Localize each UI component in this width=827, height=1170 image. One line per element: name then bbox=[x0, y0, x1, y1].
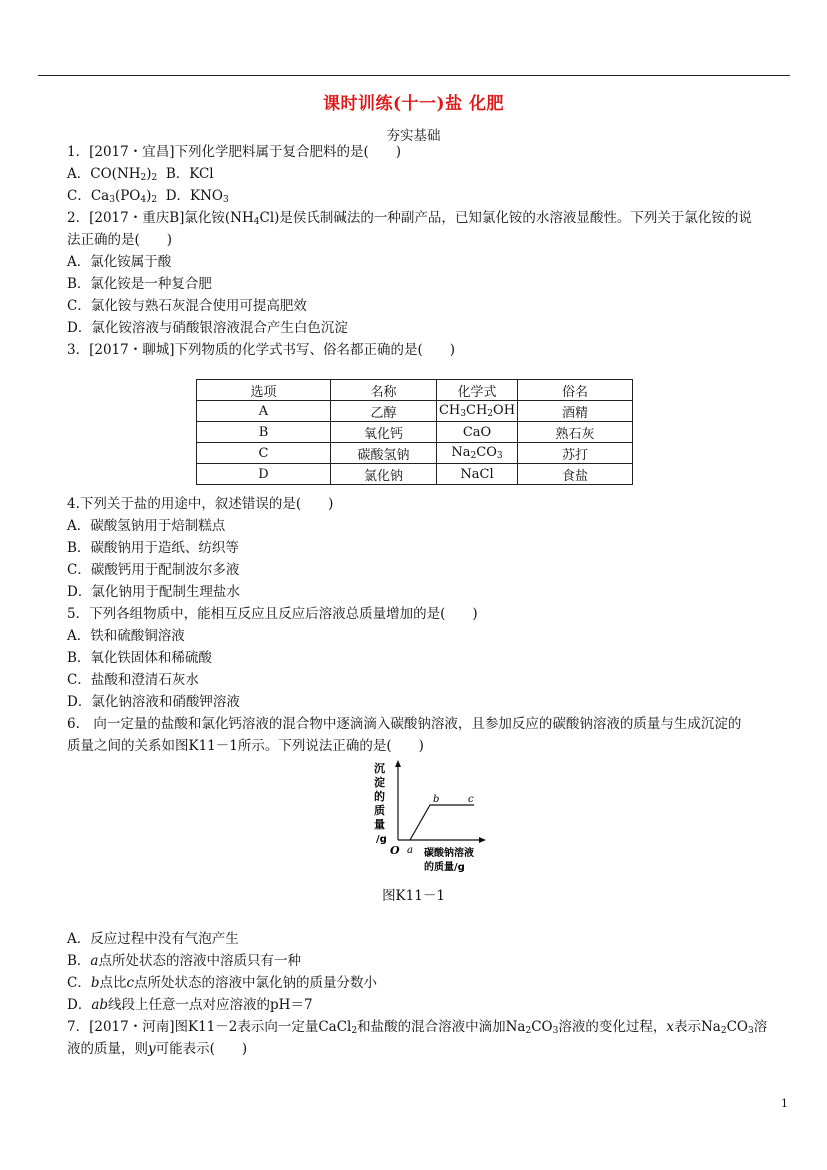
table-row bbox=[197, 401, 633, 422]
q2-stem-pre: 2．[2017・重庆B]氯化铵(NH bbox=[67, 210, 254, 226]
q4-option-a: A．碳酸氢钠用于焙制糕点 bbox=[67, 518, 226, 534]
q6-option-a: A．反应过程中没有气泡产生 bbox=[67, 931, 239, 947]
q6-stem-cont: 质量之间的关系如图K11－1所示。下列说法正确的是( ) bbox=[67, 738, 424, 754]
figure-caption: 图K11－1 bbox=[382, 888, 445, 904]
table-cell: NaCl bbox=[437, 464, 518, 485]
q6-opt-b-pre: B． bbox=[67, 953, 91, 969]
table-row bbox=[197, 443, 633, 464]
point-c-label: c bbox=[468, 794, 474, 805]
q2-stem-cont: 法正确的是( ) bbox=[67, 232, 173, 248]
formula-sub: 2 bbox=[487, 409, 494, 419]
y-axis-label-char: /g bbox=[376, 834, 387, 845]
point-a-label: a bbox=[407, 845, 413, 856]
q7-part: 表示Na bbox=[673, 1019, 721, 1035]
section-heading: 夯实基础 bbox=[386, 128, 441, 144]
y-axis-label-char: 的 bbox=[374, 790, 385, 803]
q7-sub: 3 bbox=[552, 1026, 559, 1036]
q1-opt-b: B．KCl bbox=[157, 166, 214, 182]
table-cell bbox=[437, 443, 518, 464]
table-cell: C bbox=[197, 443, 331, 464]
table-row bbox=[197, 464, 633, 485]
q6-stem: 6. 向一定量的盐酸和氯化钙溶液的混合物中逐滴滴入碳酸钠溶液，且参加反应的碳酸钠溶液的质量与生成沉淀的 bbox=[67, 716, 742, 732]
q1-stem: 1．[2017・宜昌]下列化学肥料属于复合肥料的是( ) bbox=[67, 144, 402, 160]
table-cell bbox=[437, 401, 518, 422]
q4-option-b: B．碳酸钠用于造纸、纺织等 bbox=[67, 540, 239, 556]
table-cell: B bbox=[197, 422, 331, 443]
table-header: 选项 bbox=[197, 380, 331, 401]
q2-option-d: D．氯化铵溶液与硝酸银溶液混合产生白色沉淀 bbox=[67, 320, 348, 336]
q6-option-c bbox=[67, 973, 377, 993]
q7-part: 和盐酸的混合溶液中滴加Na bbox=[357, 1019, 526, 1035]
q6-opt-b-var: a bbox=[90, 953, 99, 969]
q7-stem-cont bbox=[67, 1039, 247, 1059]
q5-option-c: C．盐酸和澄清石灰水 bbox=[67, 672, 199, 688]
q2-option-c: C．氯化铵与熟石灰混合使用可提高肥效 bbox=[67, 298, 307, 314]
table-header: 化学式 bbox=[437, 380, 518, 401]
q1-opt-c-sub2: 4 bbox=[140, 195, 147, 205]
q7-part: 溶 bbox=[753, 1019, 768, 1035]
q7-sub: 3 bbox=[747, 1026, 754, 1036]
q6-opt-d-post: 线段上任意一点对应溶液的pH＝7 bbox=[108, 997, 313, 1013]
q1-options-ab bbox=[67, 164, 214, 188]
q1-opt-d-sub: 3 bbox=[223, 195, 229, 205]
q1-opt-c: C．Ca bbox=[67, 188, 110, 204]
q7-var: x bbox=[666, 1019, 674, 1035]
y-axis-label-char: 沉 bbox=[374, 762, 385, 775]
q1-opt-a-post: ) bbox=[146, 166, 152, 182]
table-cell: 乙醇 bbox=[331, 401, 437, 422]
q1-opt-a-sub2: 2 bbox=[151, 173, 158, 183]
origin-label: O bbox=[390, 844, 400, 857]
q5-stem: 5．下列各组物质中，能相互反应且反应后溶液总质量增加的是( ) bbox=[67, 606, 478, 622]
q1-opt-d: D．KNO bbox=[157, 188, 223, 204]
q3-table bbox=[196, 379, 633, 485]
q7-part: CO bbox=[531, 1019, 553, 1035]
q2-option-a: A．氯化铵属于酸 bbox=[67, 254, 172, 270]
q7-part: 7．[2017・河南]图K11－2表示向一定量CaCl bbox=[67, 1019, 352, 1035]
q6-opt-b-post: 点所处状态的溶液中溶质只有一种 bbox=[98, 953, 301, 969]
q6-option-d bbox=[67, 995, 313, 1015]
table-header: 名称 bbox=[331, 380, 437, 401]
q1-opt-c-mid2: ) bbox=[146, 188, 152, 204]
formula-sub: 3 bbox=[496, 451, 503, 461]
table-cell: 氧化钙 bbox=[331, 422, 437, 443]
q5-option-b: B．氧化铁固体和稀硫酸 bbox=[67, 650, 212, 666]
q7-part: 溶液的变化过程， bbox=[558, 1019, 667, 1035]
q6-opt-c-pre: C． bbox=[67, 975, 91, 991]
q7-part: CO bbox=[726, 1019, 748, 1035]
q6-option-b bbox=[67, 951, 301, 971]
table-cell: 熟石灰 bbox=[518, 422, 633, 443]
q2-stem-sub: 4 bbox=[253, 217, 260, 227]
table-header: 俗名 bbox=[518, 380, 633, 401]
table-cell: 食盐 bbox=[518, 464, 633, 485]
x-axis-arrow bbox=[479, 837, 486, 843]
x-axis-label-1: 碳酸钠溶液 bbox=[424, 848, 474, 859]
formula-part: CH bbox=[466, 403, 488, 418]
q6-curve bbox=[410, 805, 474, 840]
q4-stem: 4.下列关于盐的用途中，叙述错误的是( ) bbox=[67, 496, 334, 512]
table-header-row bbox=[197, 380, 633, 401]
formula-part: OH bbox=[493, 403, 516, 418]
q6-opt-c-mid: 点比 bbox=[99, 975, 127, 991]
y-axis-label-char: 量 bbox=[374, 818, 385, 831]
q7-part: 可能表示( ) bbox=[155, 1041, 248, 1057]
q1-opt-a-sub: 2 bbox=[140, 173, 147, 183]
q6-opt-c-var: c bbox=[126, 975, 135, 991]
table-cell: D bbox=[197, 464, 331, 485]
q1-opt-c-mid: (PO bbox=[114, 188, 141, 204]
q2-stem bbox=[67, 208, 752, 232]
table-cell: A bbox=[197, 401, 331, 422]
q7-var: y bbox=[148, 1041, 156, 1057]
q7-sub: 2 bbox=[351, 1026, 358, 1036]
formula-part: Na bbox=[451, 445, 471, 460]
point-b-label: b bbox=[433, 794, 440, 805]
x-axis-label-2: 的质量/g bbox=[424, 862, 465, 873]
q7-sub: 2 bbox=[720, 1026, 727, 1036]
q6-figure bbox=[372, 758, 492, 876]
table-cell: 碳酸氢钠 bbox=[331, 443, 437, 464]
q7-stem bbox=[67, 1017, 767, 1041]
formula-sub: 3 bbox=[460, 409, 466, 419]
table-cell: 苏打 bbox=[518, 443, 633, 464]
q6-opt-d-pre: D． bbox=[67, 997, 92, 1013]
q7-part: 液的质量，则 bbox=[67, 1041, 148, 1057]
y-axis-label-char: 质 bbox=[374, 804, 385, 817]
table-cell: 酒精 bbox=[518, 401, 633, 422]
formula-sub: 2 bbox=[470, 451, 477, 461]
formula-part: CO bbox=[476, 445, 497, 460]
q1-opt-a: A．CO(NH bbox=[67, 166, 141, 182]
q5-option-d: D．氯化钠溶液和硝酸钾溶液 bbox=[67, 694, 240, 710]
formula-part: CH bbox=[438, 403, 461, 418]
q7-sub: 2 bbox=[525, 1026, 532, 1036]
q1-opt-c-sub3: 2 bbox=[151, 195, 158, 205]
q1-opt-c-sub1: 3 bbox=[109, 195, 115, 205]
q6-opt-d-var: ab bbox=[91, 997, 109, 1013]
q1-options-cd bbox=[67, 186, 229, 210]
y-axis-label-char: 淀 bbox=[374, 776, 385, 789]
table-cell: 氯化钠 bbox=[331, 464, 437, 485]
q2-stem-post: Cl)是侯氏制碱法的一种副产品，已知氯化铵的水溶液显酸性。下列关于氯化铵的说 bbox=[259, 210, 752, 226]
y-axis-arrow bbox=[395, 760, 401, 767]
page-title: 课时训练(十一)盐 化肥 bbox=[322, 94, 504, 114]
q2-option-b: B．氯化铵是一种复合肥 bbox=[67, 276, 212, 292]
header-rule bbox=[38, 75, 790, 76]
q4-option-d: D．氯化钠用于配制生理盐水 bbox=[67, 584, 240, 600]
table-cell: CaO bbox=[437, 422, 518, 443]
q3-stem: 3．[2017・聊城]下列物质的化学式书写、俗名都正确的是( ) bbox=[67, 342, 456, 358]
q6-opt-c-var: b bbox=[90, 975, 100, 991]
q4-option-c: C．碳酸钙用于配制波尔多液 bbox=[67, 562, 240, 578]
q6-opt-c-post: 点所处状态的溶液中氯化钠的质量分数小 bbox=[134, 975, 378, 991]
table-row bbox=[197, 422, 633, 443]
page-number: 1 bbox=[781, 1097, 788, 1110]
q5-option-a: A．铁和硫酸铜溶液 bbox=[67, 628, 185, 644]
